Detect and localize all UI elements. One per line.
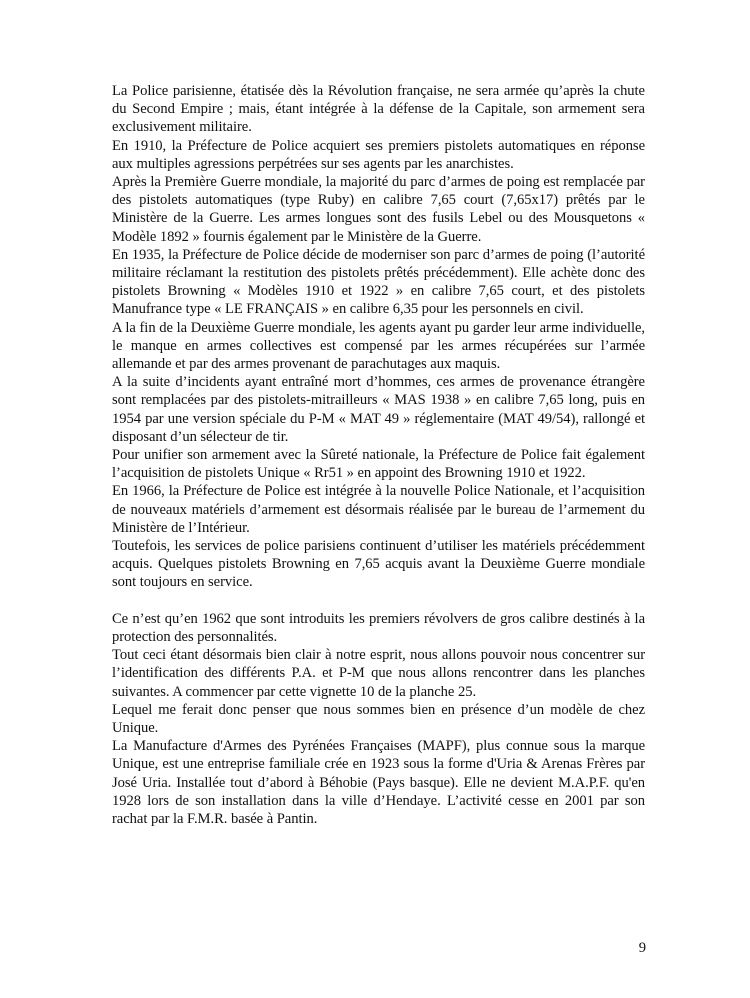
paragraph: Pour unifier son armement avec la Sûreté nationale, la Préfecture de Police fait également l’acquisition de pistolets Unique « Rr51 » en appoint des Browning 1910 et 1922. — [112, 447, 645, 482]
paragraph: Lequel me ferait donc penser que nous sommes bien en présence d’un modèle de chez Unique. — [112, 701, 645, 736]
paragraph-gap — [112, 592, 645, 610]
paragraph: Ce n’est qu’en 1962 que sont introduits les premiers révolvers de gros calibre destinés à la protection des personnalités. — [112, 610, 645, 645]
paragraph: Toutefois, les services de police parisiens continuent d’utiliser les matériels précédemment acquis. Quelques pistolets Browning en 7,65 acquis avant la Deuxième Guerre mondiale sont toujours en service. — [112, 538, 645, 591]
page-number: 9 — [638, 940, 646, 956]
paragraph: En 1966, la Préfecture de Police est intégrée à la nouvelle Police Nationale, et l’acquisition de nouveaux matériels d’armement est désormais réalisée par le bureau de l’armement du Ministère de l’Intérieur. — [112, 483, 645, 536]
body-text — [112, 82, 645, 828]
paragraph: En 1910, la Préfecture de Police acquiert ses premiers pistolets automatiques en réponse aux multiples agressions perpétrées sur ses agents par les anarchistes. — [112, 137, 645, 172]
paragraph: La Manufacture d'Armes des Pyrénées Françaises (MAPF), plus connue sous la marque Unique, est une entreprise familiale crée en 1923 sous la forme d'Uria & Arenas Frères par José Uria. Installée tout d’abord à Béhobie (Pays basque). Elle ne devient M.A.P.F. qu'en 1928 lors de son installation dans la ville d’Hendaye. L’activité cesse en 2001 par son rachat par la F.M.R. basée à Pantin. — [112, 738, 645, 827]
paragraph: Tout ceci étant désormais bien clair à notre esprit, nous allons pouvoir nous concentrer sur l’identification des différents P.A. et P-M que nous allons rencontrer dans les planches suivantes. A commencer par cette vignette 10 de la planche 25. — [112, 647, 645, 700]
paragraph: A la fin de la Deuxième Guerre mondiale, les agents ayant pu garder leur arme individuelle, le manque en armes collectives est compensé par les armes récupérées sur l’armée allemande et par des armes provenant de parachutages aux maquis. — [112, 319, 645, 373]
paragraph: Après la Première Guerre mondiale, la majorité du parc d’armes de poing est remplacée par des pistolets automatiques (type Ruby) en calibre 7,65 court (7,65x17) prêtés par le Ministère de la Guerre. Les armes longues sont des fusils Lebel ou des Mousquetons « Modèle 1892 » fournis également par le Ministère de la Guerre. — [112, 174, 645, 245]
paragraph: En 1935, la Préfecture de Police décide de moderniser son parc d’armes de poing (l’autorité militaire réclamant la restitution des pistolets prêtés précédemment). Elle achète donc des pistolets Browning « Modèles 1910 et 1922 » en calibre 7,65 court, et des pistolets Manufrance type « LE FRANÇAIS » en calibre 6,35 pour les personnels en civil. — [112, 246, 645, 318]
paragraph: La Police parisienne, étatisée dès la Révolution française, ne sera armée qu’après la chute du Second Empire ; mais, étant intégrée à la défense de la Capitale, son armement sera exclusivement militaire. — [112, 83, 645, 136]
paragraph: A la suite d’incidents ayant entraîné mort d’hommes, ces armes de provenance étrangère sont remplacées par des pistolets-mitrailleurs « MAS 1938 » en calibre 7,65 long, puis en 1954 par une version spéciale du P-M « MAT 49 » réglementaire (MAT 49/54), rallongé et disposant d’un sélecteur de tir. — [112, 374, 645, 445]
